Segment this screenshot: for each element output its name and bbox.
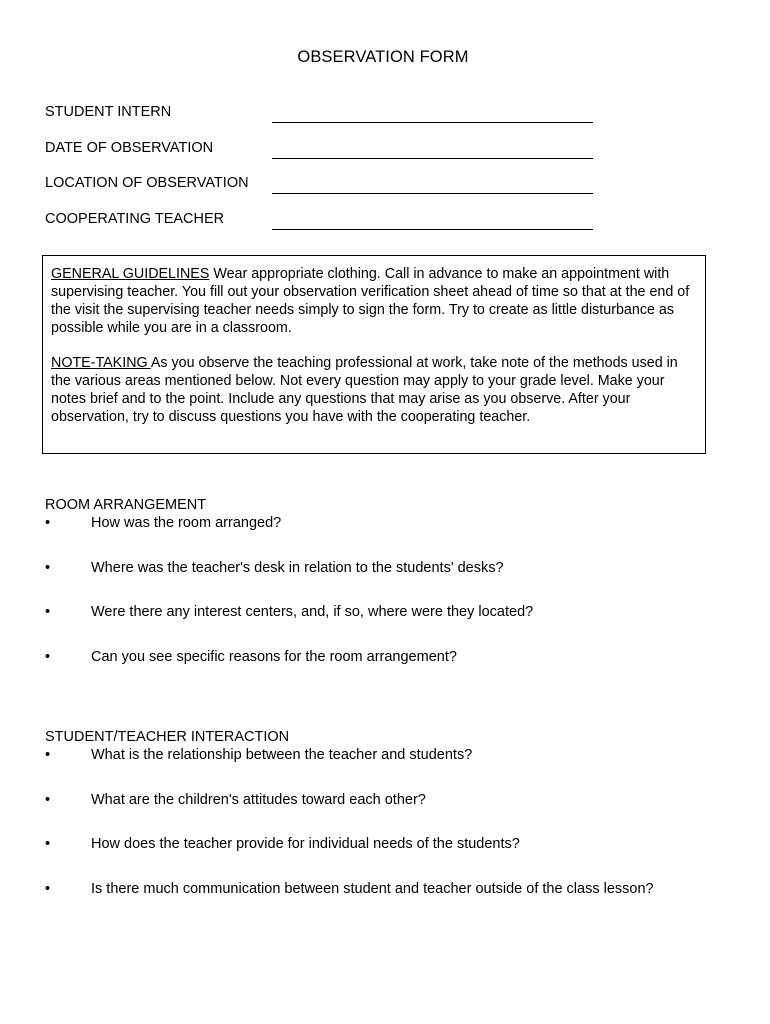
question-item <box>45 881 745 901</box>
field-student-intern <box>45 104 595 126</box>
bullet-icon: • <box>45 881 51 897</box>
general-guidelines-text: Wear appropriate clothing. Call in advance to make an appointment with supervising teacher. You fill out your observation verification sheet ahead of time so that at the end of the visit the supervising teacher needs simply to sign the form. Try to create as little disturbance as possible while you are in a classroom. <box>51 266 690 336</box>
blank-line-date-of-observation[interactable] <box>272 158 593 159</box>
form-title: OBSERVATION FORM <box>297 48 469 66</box>
section-heading-room-arrangement: ROOM ARRANGEMENT <box>45 497 207 513</box>
section-heading-student-teacher-interaction: STUDENT/TEACHER INTERACTION <box>45 729 290 745</box>
question-item <box>45 560 745 580</box>
question-text: Is there much communication between student and teacher outside of the class lesson? <box>91 881 654 897</box>
guidelines-box <box>42 255 706 454</box>
question-text: What are the children's attitudes toward each other? <box>91 792 426 808</box>
field-location-of-observation <box>45 175 595 197</box>
field-label: LOCATION OF OBSERVATION <box>45 175 249 191</box>
blank-line-cooperating-teacher[interactable] <box>272 229 593 230</box>
question-item <box>45 649 745 669</box>
bullet-icon: • <box>45 515 51 531</box>
bullet-icon: • <box>45 560 51 576</box>
note-taking-heading: NOTE-TAKING <box>51 355 151 371</box>
field-label: COOPERATING TEACHER <box>45 211 225 227</box>
question-item <box>45 515 745 535</box>
question-item <box>45 792 745 812</box>
general-guidelines-paragraph <box>51 265 701 337</box>
question-text: What is the relationship between the teacher and students? <box>91 747 473 763</box>
note-taking-paragraph <box>51 354 701 426</box>
blank-line-student-intern[interactable] <box>272 122 593 123</box>
field-cooperating-teacher <box>45 211 595 233</box>
bullet-icon: • <box>45 649 51 665</box>
question-text: Where was the teacher's desk in relation to the students' desks? <box>91 560 504 576</box>
question-text: How was the room arranged? <box>91 515 282 531</box>
field-date-of-observation <box>45 140 595 162</box>
field-label: STUDENT INTERN <box>45 104 172 120</box>
bullet-icon: • <box>45 747 51 763</box>
bullet-icon: • <box>45 792 51 808</box>
field-label: DATE OF OBSERVATION <box>45 140 214 156</box>
question-item <box>45 747 745 767</box>
bullet-icon: • <box>45 604 51 620</box>
question-text: How does the teacher provide for individual needs of the students? <box>91 836 520 852</box>
note-taking-text: As you observe the teaching professional at work, take note of the methods used in the various areas mentioned below. Not every question may apply to your grade level. Make your notes brief and to the point. Include any questions that may arise as you observe. After your observation, try to discuss questions you have with the cooperating teacher. <box>51 355 678 425</box>
blank-line-location-of-observation[interactable] <box>272 193 593 194</box>
question-item <box>45 604 745 624</box>
general-guidelines-heading: GENERAL GUIDELINES <box>51 266 210 282</box>
bullet-icon: • <box>45 836 51 852</box>
question-text: Can you see specific reasons for the room arrangement? <box>91 649 457 665</box>
question-text: Were there any interest centers, and, if so, where were they located? <box>91 604 534 620</box>
question-item <box>45 836 745 856</box>
